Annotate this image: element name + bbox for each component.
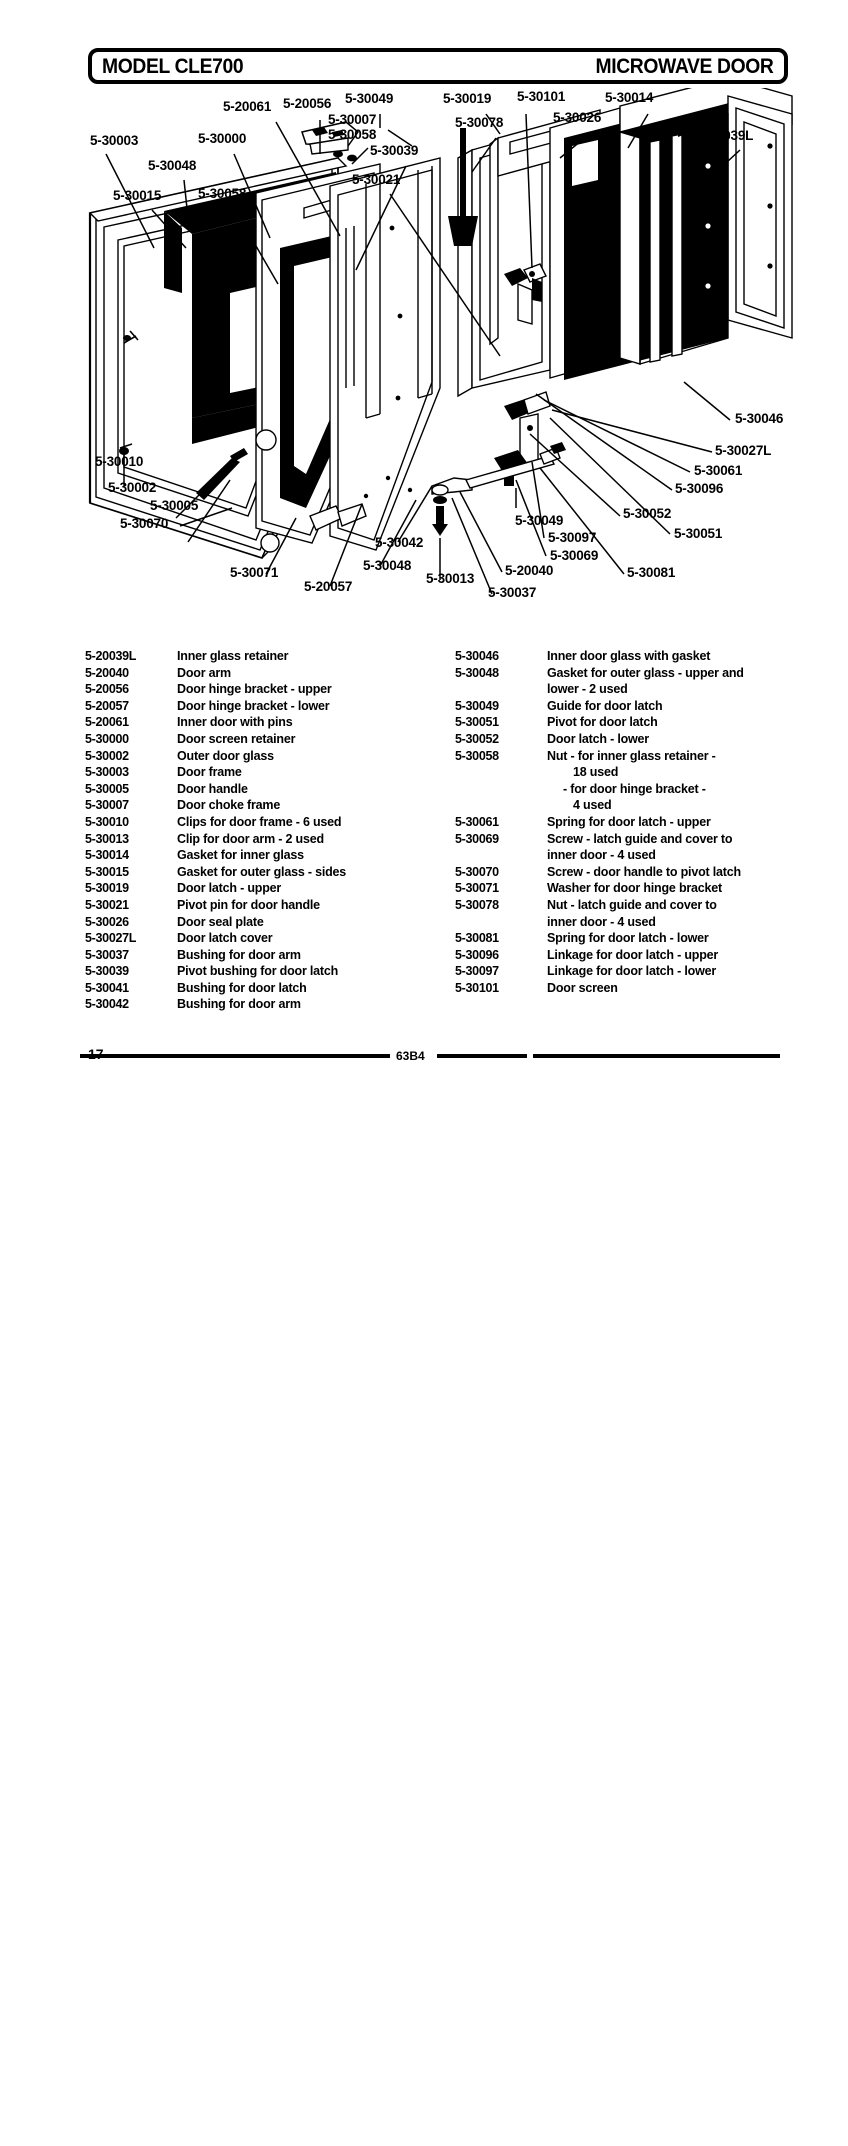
parts-row: [455, 930, 810, 947]
footer-code: 63B4: [396, 1049, 425, 1063]
parts-row: [85, 914, 430, 931]
callout-5-30042: 5-30042: [375, 535, 424, 550]
parts-row: [85, 897, 430, 914]
parts-row: [455, 963, 810, 980]
parts-row: [85, 963, 430, 980]
parts-row-cont: [455, 781, 810, 798]
part-description: Linkage for door latch - upper: [547, 947, 719, 962]
callout-5-30058-right: 5-30058: [328, 127, 377, 142]
parts-row: [455, 714, 810, 731]
part-description: Door handle: [177, 781, 248, 796]
parts-row: [455, 897, 810, 914]
callout-5-30019: 5-30019: [443, 91, 492, 106]
part-description: lower - 2 used: [547, 682, 628, 697]
parts-row: [85, 880, 430, 897]
part-description: Nut - for inner glass retainer -: [547, 748, 716, 763]
section-title: MICROWAVE DOOR: [595, 54, 774, 78]
part-description: Door latch cover: [177, 931, 273, 946]
part-number: 5-30014: [85, 848, 129, 863]
callout-5-30058-left: 5-30058: [198, 186, 247, 201]
callout-5-30096: 5-30096: [675, 481, 724, 496]
footer-row: [80, 1046, 780, 1066]
part-number: 5-30071: [455, 881, 499, 896]
parts-row: [85, 864, 430, 881]
parts-list: [80, 648, 810, 1028]
part-number: 5-30007: [85, 798, 129, 813]
callout-5-20040: 5-20040: [505, 563, 554, 578]
part-description: Outer door glass: [177, 748, 274, 763]
parts-row: [455, 880, 810, 897]
callout-5-30069: 5-30069: [550, 548, 599, 563]
parts-row: [85, 681, 430, 698]
part-description: 18 used: [573, 765, 619, 780]
part-number: 5-20057: [85, 698, 129, 713]
callout-5-30003: 5-30003: [90, 133, 139, 148]
callout-5-30000: 5-30000: [198, 131, 247, 146]
part-description: Door seal plate: [177, 914, 264, 929]
part-description: Nut - latch guide and cover to: [547, 897, 717, 912]
part-number: 5-30013: [85, 831, 129, 846]
page-header-box: [88, 48, 788, 84]
parts-row: [455, 980, 810, 997]
part-description: Washer for door hinge bracket: [547, 881, 723, 896]
parts-row: [85, 731, 430, 748]
model-title: MODEL CLE700: [102, 54, 244, 78]
callout-5-30007: 5-30007: [328, 112, 377, 127]
part-number: 5-20039L: [85, 649, 137, 663]
parts-row: [85, 698, 430, 715]
part-description: Bushing for door arm: [177, 997, 301, 1012]
callout-5-30081: 5-30081: [627, 565, 676, 580]
callout-5-30078: 5-30078: [455, 115, 504, 130]
part-number: 5-30081: [455, 931, 499, 946]
parts-row-cont: [455, 764, 810, 781]
part-description: Inner door with pins: [177, 715, 293, 730]
parts-row: [455, 731, 810, 748]
parts-row: [455, 831, 810, 848]
part-description: Door hinge bracket - lower: [177, 698, 330, 713]
parts-row-cont: [455, 914, 810, 931]
parts-row: [85, 781, 430, 798]
parts-row: [85, 831, 430, 848]
callout-5-30021: 5-30021: [352, 172, 401, 187]
callout-5-20061: 5-20061: [223, 99, 272, 114]
part-number: 5-30003: [85, 765, 129, 780]
part-number: 5-30021: [85, 897, 129, 912]
part-description: Spring for door latch - upper: [547, 814, 711, 829]
part-number: 5-20040: [85, 665, 129, 680]
part-number: 5-30015: [85, 864, 129, 879]
part-number: 5-30026: [85, 914, 129, 929]
part-number: 5-30027L: [85, 931, 137, 946]
part-description: Spring for door latch - lower: [547, 931, 709, 946]
part-description: inner door - 4 used: [547, 914, 656, 929]
part-description: Pivot pin for door handle: [177, 897, 320, 912]
callout-5-30010: 5-30010: [95, 454, 144, 469]
callout-5-30070: 5-30070: [120, 516, 169, 531]
part-number: 5-30097: [455, 964, 499, 979]
callout-5-30005: 5-30005: [150, 498, 199, 513]
parts-list-left-column: [85, 648, 430, 1013]
callout-5-30013: 5-30013: [426, 571, 475, 586]
parts-row: [455, 947, 810, 964]
footer-page-number: 17: [88, 1046, 104, 1062]
part-number: 5-20056: [85, 682, 129, 697]
parts-row: [455, 814, 810, 831]
part-description: Screw - door handle to pivot latch: [547, 864, 741, 879]
callout-5-20056: 5-20056: [283, 96, 332, 111]
part-description: Door latch - lower: [547, 731, 649, 746]
parts-row: [455, 864, 810, 881]
part-description: Door arm: [177, 665, 231, 680]
part-number: 5-30058: [455, 748, 499, 763]
part-number: 5-30096: [455, 947, 499, 962]
parts-row: [85, 847, 430, 864]
part-description: Bushing for door arm: [177, 947, 301, 962]
part-number: 5-30010: [85, 814, 129, 829]
callout-5-30015: 5-30015: [113, 188, 162, 203]
parts-row-cont: [455, 797, 810, 814]
parts-row: [85, 947, 430, 964]
part-description: Gasket for inner glass: [177, 848, 304, 863]
exploded-diagram: [80, 88, 800, 618]
callout-5-30037: 5-30037: [488, 585, 537, 600]
callout-5-30097: 5-30097: [548, 530, 597, 545]
parts-row: [455, 648, 810, 665]
part-description: Pivot bushing for door latch: [177, 964, 339, 979]
part-number: 5-30037: [85, 947, 129, 962]
parts-row: [85, 797, 430, 814]
callout-5-30014: 5-30014: [605, 90, 654, 105]
part-number: 5-30019: [85, 881, 129, 896]
parts-row: [455, 698, 810, 715]
page-footer: [80, 1046, 780, 1066]
part-description: Linkage for door latch - lower: [547, 964, 717, 979]
parts-row: [85, 814, 430, 831]
part-description: Gasket for outer glass - upper and: [547, 665, 744, 680]
parts-row-cont: [455, 847, 810, 864]
part-description: 4 used: [573, 798, 612, 813]
part-description: Clips for door frame - 6 used: [177, 814, 342, 829]
parts-row: [85, 665, 430, 682]
parts-row: [85, 980, 430, 997]
callout-5-20057: 5-20057: [304, 579, 353, 594]
part-number: 5-30046: [455, 649, 499, 663]
callout-5-20039L: 5-20039L: [697, 128, 754, 143]
parts-row: [455, 665, 810, 682]
callout-5-30046: 5-30046: [735, 411, 784, 426]
callout-5-30002: 5-30002: [108, 480, 157, 495]
callout-5-30048-upper: 5-30048: [148, 158, 197, 173]
part-number: 5-30048: [455, 665, 499, 680]
part-description: Guide for door latch: [547, 698, 663, 713]
part-description: Door latch - upper: [177, 881, 282, 896]
part-number: 5-30069: [455, 831, 499, 846]
diagram-svg: [80, 88, 800, 618]
part-description: Door screen: [547, 980, 618, 995]
part-description: Door screen retainer: [177, 731, 296, 746]
part-description: Screw - latch guide and cover to: [547, 831, 733, 846]
part-number: 5-20061: [85, 715, 129, 730]
part-number: 5-30005: [85, 781, 129, 796]
callout-5-30051: 5-30051: [674, 526, 723, 541]
page-header-inner: [92, 52, 784, 80]
part-description: Door hinge bracket - upper: [177, 682, 332, 697]
part-number: 5-30078: [455, 897, 499, 912]
callout-5-30048-lower: 5-30048: [363, 558, 412, 573]
part-description: Inner door glass with gasket: [547, 649, 711, 663]
part-number: 5-30000: [85, 731, 129, 746]
parts-row: [455, 748, 810, 765]
part-number: 5-30049: [455, 698, 499, 713]
callout-5-30039: 5-30039: [370, 143, 419, 158]
parts-row: [85, 930, 430, 947]
parts-row: [85, 764, 430, 781]
callout-5-30049-lower: 5-30049: [515, 513, 564, 528]
callout-5-30061: 5-30061: [694, 463, 743, 478]
callout-5-30027L: 5-30027L: [715, 443, 772, 458]
part-number: 5-30002: [85, 748, 129, 763]
part-number: 5-30101: [455, 980, 499, 995]
part-description: Clip for door arm - 2 used: [177, 831, 324, 846]
part-number: 5-30070: [455, 864, 499, 879]
part-description: inner door - 4 used: [547, 848, 656, 863]
callout-5-30049-upper: 5-30049: [345, 91, 394, 106]
part-description: Bushing for door latch: [177, 980, 307, 995]
parts-row: [85, 714, 430, 731]
part-description: - for door hinge bracket -: [563, 781, 706, 796]
part-number: 5-30061: [455, 814, 499, 829]
parts-row: [85, 748, 430, 765]
part-description: Door choke frame: [177, 798, 281, 813]
part-number: 5-30052: [455, 731, 499, 746]
callout-5-30052: 5-30052: [623, 506, 672, 521]
callout-5-30026: 5-30026: [553, 110, 602, 125]
parts-row-cont: [455, 681, 810, 698]
part-number: 5-30051: [455, 715, 499, 730]
part-description: Inner glass retainer: [177, 649, 289, 663]
callout-5-30071: 5-30071: [230, 565, 279, 580]
part-number: 5-30041: [85, 980, 129, 995]
parts-row: [85, 648, 430, 665]
part-description: Pivot for door latch: [547, 715, 658, 730]
part-number: 5-30042: [85, 997, 129, 1012]
part-number: 5-30039: [85, 964, 129, 979]
part-description: Gasket for outer glass - sides: [177, 864, 347, 879]
parts-list-right-column: [455, 648, 810, 996]
part-description: Door frame: [177, 765, 242, 780]
parts-row: [85, 996, 430, 1013]
callout-5-30101: 5-30101: [517, 89, 566, 104]
